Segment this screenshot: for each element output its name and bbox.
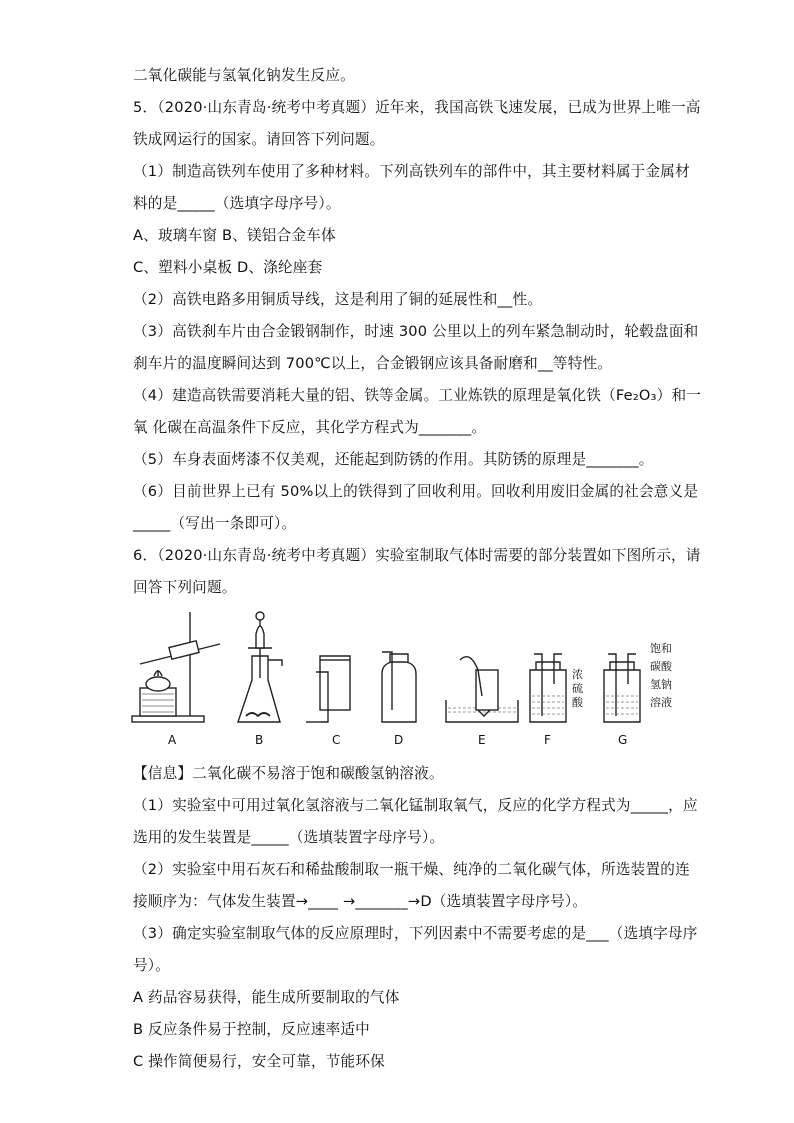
text-line: （5）车身表面烤漆不仅美观，还能起到防锈的作用。其防锈的原理是_______。 (133, 451, 654, 468)
apparatus-g (604, 654, 640, 722)
f-side-label: 硫 (572, 682, 583, 695)
label-a: A (168, 733, 177, 747)
g-side-label: 溶液 (650, 696, 672, 709)
label-b: B (255, 733, 264, 747)
f-side-label: 浓 (572, 668, 583, 681)
text-line: 回答下列问题。 (133, 579, 237, 596)
apparatus-a (132, 612, 220, 722)
text-line: （3）确定实验室制取气体的反应原理时，下列因素中不需要考虑的是___（选填字母序 (133, 925, 698, 942)
text-line: 接顺序为：气体发生装置→____ →_______→D（选填装置字母序号）。 (133, 893, 588, 910)
text-line: 氧 化碳在高温条件下反应，其化学方程式为_______。 (133, 419, 487, 436)
text-line: _____（写出一条即可）。 (133, 515, 297, 532)
info-line: 【信息】二氧化碳不易溶于饱和碳酸氢钠溶液。 (133, 765, 444, 782)
f-side-label: 酸 (572, 696, 583, 709)
apparatus-drawing (120, 604, 680, 754)
label-c: C (332, 733, 341, 747)
text-line: （6）目前世界上已有 50%以上的铁得到了回收利用。回收利用废旧金属的社会意义是 (133, 483, 699, 500)
option-line: A 药品容易获得，能生成所要制取的气体 (133, 989, 400, 1006)
apparatus-figure (120, 604, 680, 754)
g-side-label: 氢钠 (650, 678, 672, 691)
text-line: （4）建造高铁需要消耗大量的铝、铁等金属。工业炼铁的原理是氧化铁（Fe₂O₃）和一 (133, 387, 702, 404)
question-5-stem: 5．（2020·山东青岛·统考中考真题）近年来，我国高铁飞速发展，已成为世界上唯一高 (133, 99, 701, 116)
text-line: （1）实验室中可用过氧化氢溶液与二氧化锰制取氧气，反应的化学方程式为_____，应 (133, 797, 698, 814)
g-side-label: 碳酸 (650, 660, 672, 673)
text-line: （3）高铁刹车片由合金锻钢制作，时速 300 公里以上的列车紧急制动时，轮毂盘面和 (133, 323, 699, 340)
label-d: D (394, 733, 404, 747)
question-6-stem: 6．（2020·山东青岛·统考中考真题）实验室制取气体时需要的部分装置如下图所示，请 (133, 547, 701, 564)
apparatus-d (382, 652, 416, 722)
apparatus-b (238, 612, 282, 722)
label-e: E (478, 733, 486, 747)
g-side-label: 饱和 (650, 642, 672, 655)
label-g: G (618, 733, 628, 747)
text-line: 二氧化碳能与氢氧化钠发生反应。 (133, 67, 355, 84)
text-line: （1）制造高铁列车使用了多种材料。下列高铁列车的部件中，其主要材料属于金属材 (133, 163, 690, 180)
text-line: 选用的发生装置是_____（选填装置字母序号）。 (133, 829, 445, 846)
text-line: 铁成网运行的国家。请回答下列问题。 (133, 131, 385, 148)
text-line: 刹车片的温度瞬间达到 700℃以上，合金锻钢应该具备耐磨和__等特性。 (133, 355, 613, 372)
text-line: （2）实验室中用石灰石和稀盐酸制取一瓶干燥、纯净的二氧化碳气体，所选装置的连 (133, 861, 690, 878)
text-line: （2）高铁电路多用铜质导线，这是利用了铜的延展性和__性。 (133, 291, 543, 308)
apparatus-c (306, 656, 350, 722)
option-line: C、塑料小桌板 D、涤纶座套 (133, 259, 323, 276)
option-line: B 反应条件易于控制，反应速率适中 (133, 1021, 370, 1038)
option-line: C 操作简便易行，安全可靠，节能环保 (133, 1053, 385, 1070)
text-line: 号）。 (133, 957, 171, 974)
label-f: F (544, 733, 551, 747)
text-line: 料的是_____（选填字母序号）。 (133, 195, 341, 212)
apparatus-f (530, 654, 566, 722)
option-line: A、玻璃车窗 B、镁铝合金车体 (133, 227, 336, 244)
apparatus-e (446, 657, 518, 722)
